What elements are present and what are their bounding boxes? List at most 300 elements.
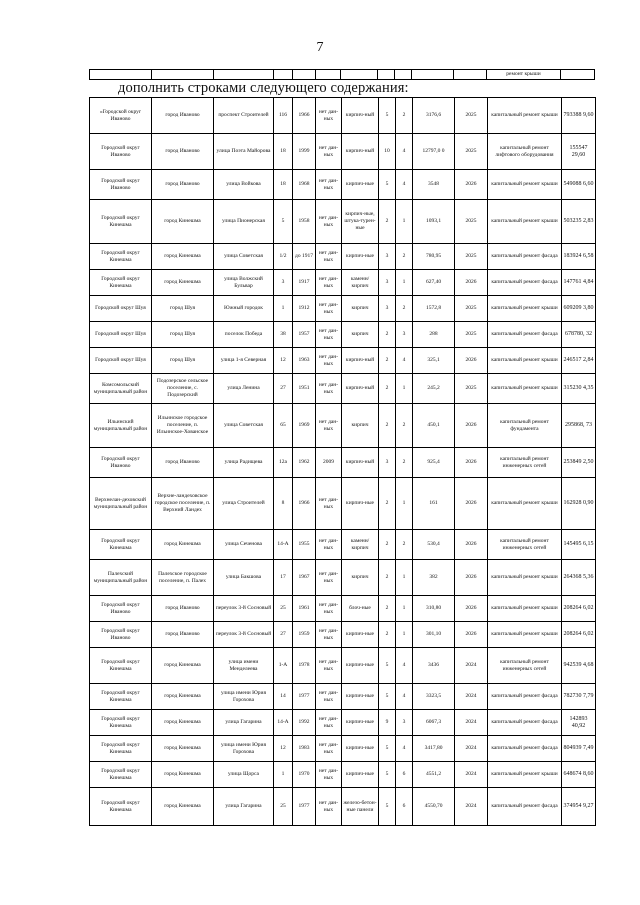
- cell-street: улица Пионерская: [214, 200, 274, 244]
- cell-street: улица Щорса: [214, 762, 274, 788]
- cell-municipality: Городской округ Кинешма: [90, 244, 152, 270]
- cell-work-type: капитальный ремонт крыши: [488, 200, 562, 244]
- cell-year-renovated: нет дан-ных: [316, 710, 342, 736]
- cell-work-type: капитальный ремонт лифтового оборудования: [488, 134, 562, 170]
- cell-house-number: 12: [274, 348, 293, 374]
- cell-area: 310,80: [413, 596, 455, 622]
- cell-area: 301,10: [413, 622, 455, 648]
- cell-cost: 793388 9,60: [562, 98, 596, 134]
- cell-municipality: Городской округ Кинешма: [90, 710, 152, 736]
- cell-floors: 3: [379, 244, 396, 270]
- cell-area: 4551,2: [413, 762, 455, 788]
- cell-wall-material: кирпич-ный: [342, 448, 379, 478]
- cell-floors: 2: [379, 374, 396, 404]
- cell-floors: 2: [379, 322, 396, 348]
- cell-cost: 208264 6,02: [562, 622, 596, 648]
- cell-street: переулок 3-й Сосновый: [214, 622, 274, 648]
- cell-wall-material: каменн/ кирпич: [342, 530, 379, 560]
- cell-work-type: капитальный ремонт крыши: [488, 170, 562, 200]
- cell-year-built: 1967: [293, 560, 316, 596]
- cell-floors: 2: [379, 478, 396, 530]
- cell-year-planned: 2025: [455, 98, 488, 134]
- cell-settlement: город Кинешма: [152, 648, 214, 684]
- cell-year-built: 1917: [293, 270, 316, 296]
- cell-municipality: Городской округ Шуя: [90, 296, 152, 322]
- cell-wall-material: кирпич-ные: [342, 648, 379, 684]
- cell-settlement: город Кинешма: [152, 244, 214, 270]
- cell-municipality: Городской округ Кинешма: [90, 648, 152, 684]
- cell-year-renovated: нет дан-ных: [316, 530, 342, 560]
- cell-work-type: капитальный ремонт крыши: [488, 296, 562, 322]
- cell-year-planned: 2024: [455, 684, 488, 710]
- table-row: [90, 710, 596, 736]
- cell-municipality: Палехский муниципальный район: [90, 560, 152, 596]
- previous-row-work-type: ремонт крыши: [487, 70, 561, 80]
- cell-year-built: до 1917: [293, 244, 316, 270]
- cell-year-renovated: нет дан-ных: [316, 736, 342, 762]
- table-row: [90, 530, 596, 560]
- cell-entrances: 4: [396, 348, 413, 374]
- cell-year-renovated: нет дан-ных: [316, 98, 342, 134]
- cell-cost: 942539 4,68: [562, 648, 596, 684]
- cell-municipality: Городской округ Кинешма: [90, 530, 152, 560]
- cell-year-renovated: нет дан-ных: [316, 374, 342, 404]
- cell-settlement: Палехское городское поселение, п. Палех: [152, 560, 214, 596]
- cell-municipality: Городской округ Кинешма: [90, 762, 152, 788]
- cell-street: улица Волжский Бульвар: [214, 270, 274, 296]
- cell-area: 3436: [413, 648, 455, 684]
- cell-municipality: Городской округ Кинешма: [90, 200, 152, 244]
- cell-year-planned: 2025: [455, 322, 488, 348]
- cell-work-type: капитальный ремонт фасада: [488, 788, 562, 826]
- cell-cost: 295868, 73: [562, 404, 596, 448]
- cell-work-type: капитальный ремонт инженерных сетей: [488, 530, 562, 560]
- cell-year-planned: 2026: [455, 404, 488, 448]
- table-row: [90, 404, 596, 448]
- cell-street: улица имени Юрия Горохова: [214, 736, 274, 762]
- table-row: [90, 560, 596, 596]
- cell-house-number: 1: [274, 762, 293, 788]
- cell-work-type: капитальный ремонт фасада: [488, 684, 562, 710]
- cell-entrances: 2: [396, 98, 413, 134]
- table-row: [90, 648, 596, 684]
- table-row: [90, 270, 596, 296]
- table-row: [90, 296, 596, 322]
- cell-area: 3176,6: [413, 98, 455, 134]
- cell-municipality: Городской округ Кинешма: [90, 788, 152, 826]
- table-row: [90, 134, 596, 170]
- cell-street: поселок Победа: [214, 322, 274, 348]
- cell-house-number: 5: [274, 200, 293, 244]
- cell-entrances: 6: [396, 788, 413, 826]
- cell-work-type: капитальный ремонт крыши: [488, 762, 562, 788]
- cell-work-type: капитальный ремонт крыши: [488, 478, 562, 530]
- cell-municipality: Городской округ Кинешма: [90, 736, 152, 762]
- buildings-table: [89, 97, 596, 826]
- cell-street: улица имени Менделеева: [214, 648, 274, 684]
- cell-settlement: город Кинешма: [152, 762, 214, 788]
- cell-entrances: 1: [396, 622, 413, 648]
- cell-house-number: 25: [274, 788, 293, 826]
- cell-year-renovated: нет дан-ных: [316, 762, 342, 788]
- cell-wall-material: кирпич-ные: [342, 684, 379, 710]
- cell-settlement: город Иваново: [152, 98, 214, 134]
- cell-year-built: 1959: [293, 622, 316, 648]
- cell-area: 3323,5: [413, 684, 455, 710]
- cell-settlement: город Кинешма: [152, 270, 214, 296]
- cell-wall-material: железо-бетон-ные панели: [342, 788, 379, 826]
- cell-entrances: 4: [396, 170, 413, 200]
- cell-area: 245,2: [413, 374, 455, 404]
- cell-work-type: капитальный ремонт крыши: [488, 560, 562, 596]
- cell-area: 4550,70: [413, 788, 455, 826]
- cell-floors: 2: [379, 596, 396, 622]
- cell-settlement: город Кинешма: [152, 200, 214, 244]
- table-row: [90, 244, 596, 270]
- cell-floors: 2: [379, 560, 396, 596]
- cell-cost: 145495 6,15: [562, 530, 596, 560]
- cell-area: 161: [413, 478, 455, 530]
- cell-entrances: 2: [396, 448, 413, 478]
- cell-municipality: Городской округ Иваново: [90, 134, 152, 170]
- cell-house-number: 27: [274, 622, 293, 648]
- cell-street: улица Поэта Майорова: [214, 134, 274, 170]
- cell-year-built: 1992: [293, 710, 316, 736]
- cell-year-planned: 2026: [455, 478, 488, 530]
- cell-municipality: Городской округ Кинешма: [90, 684, 152, 710]
- cell-floors: 3: [379, 296, 396, 322]
- cell-settlement: город Кинешма: [152, 684, 214, 710]
- cell-year-built: 1970: [293, 762, 316, 788]
- cell-year-planned: 2024: [455, 788, 488, 826]
- table-row: [90, 374, 596, 404]
- cell-year-renovated: 2009: [316, 448, 342, 478]
- cell-floors: 5: [379, 788, 396, 826]
- cell-entrances: 2: [396, 296, 413, 322]
- cell-wall-material: кирпич-ный: [342, 98, 379, 134]
- cell-year-renovated: нет дан-ных: [316, 244, 342, 270]
- table-row: [90, 170, 596, 200]
- cell-floors: 5: [379, 648, 396, 684]
- cell-year-renovated: нет дан-ных: [316, 404, 342, 448]
- table-row: [90, 478, 596, 530]
- cell-settlement: город Шуя: [152, 296, 214, 322]
- cell-settlement: город Кинешма: [152, 788, 214, 826]
- cell-house-number: 1/2: [274, 244, 293, 270]
- cell-cost: 678780, 32: [562, 322, 596, 348]
- cell-year-renovated: нет дан-ных: [316, 560, 342, 596]
- cell-wall-material: кирпич-ные, штука-турен-ные: [342, 200, 379, 244]
- cell-work-type: капитальный ремонт крыши: [488, 348, 562, 374]
- cell-settlement: город Иваново: [152, 448, 214, 478]
- cell-year-renovated: нет дан-ных: [316, 788, 342, 826]
- cell-floors: 5: [379, 98, 396, 134]
- cell-year-planned: 2026: [455, 596, 488, 622]
- cell-year-planned: 2025: [455, 244, 488, 270]
- cell-entrances: 2: [396, 244, 413, 270]
- table-row: [90, 448, 596, 478]
- cell-cost: 264368 5,36: [562, 560, 596, 596]
- cell-year-planned: 2026: [455, 530, 488, 560]
- cell-street: переулок 3-й Сосновый: [214, 596, 274, 622]
- table-row: [90, 788, 596, 826]
- cell-wall-material: кирпич-ные: [342, 762, 379, 788]
- cell-entrances: 1: [396, 560, 413, 596]
- cell-entrances: 2: [396, 530, 413, 560]
- cell-street: улица Радищева: [214, 448, 274, 478]
- cell-floors: 5: [379, 736, 396, 762]
- cell-year-planned: 2025: [455, 200, 488, 244]
- table-row: [90, 322, 596, 348]
- cell-area: 450,1: [413, 404, 455, 448]
- cell-wall-material: блоч-ные: [342, 596, 379, 622]
- cell-floors: 9: [379, 710, 396, 736]
- cell-house-number: 1-А: [274, 648, 293, 684]
- cell-settlement: город Шуя: [152, 322, 214, 348]
- cell-area: 325,1: [413, 348, 455, 374]
- cell-house-number: 1: [274, 296, 293, 322]
- cell-wall-material: кирпич-ные: [342, 710, 379, 736]
- cell-year-built: 1966: [293, 98, 316, 134]
- cell-year-built: 1999: [293, 134, 316, 170]
- cell-entrances: 3: [396, 322, 413, 348]
- cell-entrances: 4: [396, 684, 413, 710]
- cell-work-type: капитальный ремонт фасада: [488, 244, 562, 270]
- cell-settlement: город Кинешма: [152, 710, 214, 736]
- cell-settlement: Верхне-ландеховское городское поселение, п. Верхний Ландех: [152, 478, 214, 530]
- table-row: [90, 622, 596, 648]
- cell-settlement: город Иваново: [152, 622, 214, 648]
- cell-municipality: Верхнелан-деховский муниципальный район: [90, 478, 152, 530]
- cell-house-number: 25: [274, 596, 293, 622]
- cell-floors: 3: [379, 448, 396, 478]
- cell-entrances: 1: [396, 200, 413, 244]
- cell-cost: 374954 9,27: [562, 788, 596, 826]
- cell-street: улица Гагарина: [214, 788, 274, 826]
- cell-settlement: город Кинешма: [152, 530, 214, 560]
- cell-street: улица 1-я Северная: [214, 348, 274, 374]
- cell-year-planned: 2026: [455, 348, 488, 374]
- cell-street: улица Бакшова: [214, 560, 274, 596]
- cell-floors: 5: [379, 170, 396, 200]
- cell-wall-material: кирпич: [342, 560, 379, 596]
- cell-floors: 2: [379, 530, 396, 560]
- cell-entrances: 2: [396, 404, 413, 448]
- cell-cost: 142893 40,92: [562, 710, 596, 736]
- cell-cost: 183924 6,58: [562, 244, 596, 270]
- cell-floors: 2: [379, 348, 396, 374]
- cell-street: проспект Строителей: [214, 98, 274, 134]
- cell-house-number: 116: [274, 98, 293, 134]
- cell-cost: 609209 3,80: [562, 296, 596, 322]
- cell-floors: 2: [379, 622, 396, 648]
- cell-area: 780,95: [413, 244, 455, 270]
- cell-settlement: Ильинское городское поселение, п. Ильинское-Хованское: [152, 404, 214, 448]
- cell-wall-material: каменн/ кирпич: [342, 270, 379, 296]
- cell-work-type: капитальный ремонт крыши: [488, 622, 562, 648]
- cell-settlement: город Иваново: [152, 170, 214, 200]
- cell-work-type: капитальный ремонт крыши: [488, 98, 562, 134]
- cell-entrances: 1: [396, 270, 413, 296]
- cell-cost: 208264 6,02: [562, 596, 596, 622]
- cell-municipality: Городской округ Шуя: [90, 348, 152, 374]
- cell-work-type: капитальный ремонт инженерных сетей: [488, 448, 562, 478]
- cell-cost: 648674 8,60: [562, 762, 596, 788]
- cell-work-type: капитальный ремонт фасада: [488, 710, 562, 736]
- cell-cost: 147761 4,84: [562, 270, 596, 296]
- cell-cost: 162928 0,90: [562, 478, 596, 530]
- cell-year-built: 1957: [293, 322, 316, 348]
- cell-cost: 782730 7,79: [562, 684, 596, 710]
- cell-house-number: 38: [274, 322, 293, 348]
- cell-cost: 549088 6,60: [562, 170, 596, 200]
- cell-house-number: 3: [274, 270, 293, 296]
- cell-cost: 503235 2,83: [562, 200, 596, 244]
- cell-cost: 253849 2,50: [562, 448, 596, 478]
- cell-cost: 155547 29,60: [562, 134, 596, 170]
- page-number: 7: [316, 40, 324, 55]
- cell-wall-material: кирпич-ные: [342, 736, 379, 762]
- cell-house-number: 12а: [274, 448, 293, 478]
- cell-work-type: капитальный ремонт фасада: [488, 322, 562, 348]
- cell-year-planned: 2024: [455, 762, 488, 788]
- cell-cost: 804939 7,49: [562, 736, 596, 762]
- cell-year-built: 1977: [293, 684, 316, 710]
- cell-street: улица Советская: [214, 244, 274, 270]
- table-row: [90, 200, 596, 244]
- cell-year-built: 1951: [293, 374, 316, 404]
- cell-wall-material: кирпич: [342, 296, 379, 322]
- cell-work-type: капитальный ремонт фасада: [488, 736, 562, 762]
- cell-street: Южный городок: [214, 296, 274, 322]
- table-row: [90, 596, 596, 622]
- cell-floors: 2: [379, 404, 396, 448]
- cell-work-type: капитальный ремонт фундамента: [488, 404, 562, 448]
- cell-area: 382: [413, 560, 455, 596]
- cell-settlement: город Иваново: [152, 134, 214, 170]
- cell-year-built: 1955: [293, 530, 316, 560]
- cell-year-renovated: нет дан-ных: [316, 478, 342, 530]
- cell-house-number: 12: [274, 736, 293, 762]
- section-heading: дополнить строками следующего содержания:: [118, 80, 409, 96]
- cell-settlement: город Иваново: [152, 596, 214, 622]
- table-row: [90, 98, 596, 134]
- cell-year-built: 1961: [293, 596, 316, 622]
- cell-wall-material: кирпич-ный: [342, 374, 379, 404]
- cell-year-planned: 2025: [455, 374, 488, 404]
- cell-year-renovated: нет дан-ных: [316, 684, 342, 710]
- cell-entrances: 1: [396, 478, 413, 530]
- cell-year-built: 1983: [293, 736, 316, 762]
- cell-wall-material: кирпич-ные: [342, 478, 379, 530]
- cell-cost: 246517 2,84: [562, 348, 596, 374]
- cell-settlement: город Шуя: [152, 348, 214, 374]
- cell-floors: 10: [379, 134, 396, 170]
- cell-area: 530,4: [413, 530, 455, 560]
- cell-year-renovated: нет дан-ных: [316, 648, 342, 684]
- cell-year-built: 1962: [293, 448, 316, 478]
- cell-municipality: Городской округ Шуя: [90, 322, 152, 348]
- table-row: [90, 684, 596, 710]
- cell-entrances: 3: [396, 710, 413, 736]
- cell-house-number: 17: [274, 560, 293, 596]
- cell-municipality: «Городской округ Иваново: [90, 98, 152, 134]
- cell-year-built: 1968: [293, 170, 316, 200]
- cell-floors: 3: [379, 270, 396, 296]
- cell-year-renovated: нет дан-ных: [316, 134, 342, 170]
- cell-year-renovated: нет дан-ных: [316, 348, 342, 374]
- cell-area: 12797,0 0: [413, 134, 455, 170]
- cell-house-number: 65: [274, 404, 293, 448]
- cell-year-renovated: нет дан-ных: [316, 296, 342, 322]
- cell-work-type: капитальный ремонт крыши: [488, 374, 562, 404]
- cell-year-planned: 2026: [455, 170, 488, 200]
- cell-year-planned: 2025: [455, 296, 488, 322]
- cell-street: улица Строителей: [214, 478, 274, 530]
- cell-area: 3417,80: [413, 736, 455, 762]
- table-row: [90, 348, 596, 374]
- cell-municipality: Городской округ Кинешма: [90, 270, 152, 296]
- cell-street: улица Сеченова: [214, 530, 274, 560]
- cell-year-renovated: нет дан-ных: [316, 622, 342, 648]
- cell-year-built: 1969: [293, 404, 316, 448]
- table-row: [90, 762, 596, 788]
- cell-entrances: 4: [396, 134, 413, 170]
- cell-area: 627,40: [413, 270, 455, 296]
- cell-wall-material: кирпич-ный: [342, 134, 379, 170]
- cell-year-planned: 2025: [455, 134, 488, 170]
- cell-year-planned: 2024: [455, 710, 488, 736]
- cell-house-number: 14-А: [274, 710, 293, 736]
- cell-year-planned: 2026: [455, 270, 488, 296]
- cell-area: 3548: [413, 170, 455, 200]
- cell-street: улица имени Юрия Горохова: [214, 684, 274, 710]
- cell-floors: 5: [379, 762, 396, 788]
- cell-street: улица Войкова: [214, 170, 274, 200]
- cell-entrances: 4: [396, 648, 413, 684]
- cell-house-number: 8: [274, 478, 293, 530]
- cell-year-built: 1958: [293, 200, 316, 244]
- cell-street: улица Советская: [214, 404, 274, 448]
- cell-year-planned: 2026: [455, 560, 488, 596]
- cell-municipality: Ильинский муниципальный район: [90, 404, 152, 448]
- cell-municipality: Комсомольский муниципальный район: [90, 374, 152, 404]
- cell-floors: 2: [379, 200, 396, 244]
- cell-year-renovated: нет дан-ных: [316, 322, 342, 348]
- cell-entrances: 1: [396, 374, 413, 404]
- cell-year-renovated: нет дан-ных: [316, 170, 342, 200]
- cell-house-number: 18: [274, 170, 293, 200]
- cell-entrances: 1: [396, 596, 413, 622]
- cell-municipality: Городской округ Иваново: [90, 622, 152, 648]
- table-row: [90, 736, 596, 762]
- previous-table-row: [89, 69, 595, 80]
- cell-work-type: капитальный ремонт инженерных сетей: [488, 648, 562, 684]
- cell-area: 1093,1: [413, 200, 455, 244]
- cell-year-built: 1963: [293, 348, 316, 374]
- cell-street: улица Ленина: [214, 374, 274, 404]
- cell-house-number: 14: [274, 684, 293, 710]
- cell-area: 1572,8: [413, 296, 455, 322]
- cell-municipality: Городской округ Иваново: [90, 448, 152, 478]
- cell-year-built: 1977: [293, 788, 316, 826]
- cell-area: 6067,3: [413, 710, 455, 736]
- cell-area: 925,4: [413, 448, 455, 478]
- cell-year-renovated: нет дан-ных: [316, 270, 342, 296]
- cell-municipality: Городской округ Иваново: [90, 596, 152, 622]
- cell-entrances: 4: [396, 736, 413, 762]
- cell-year-planned: 2024: [455, 736, 488, 762]
